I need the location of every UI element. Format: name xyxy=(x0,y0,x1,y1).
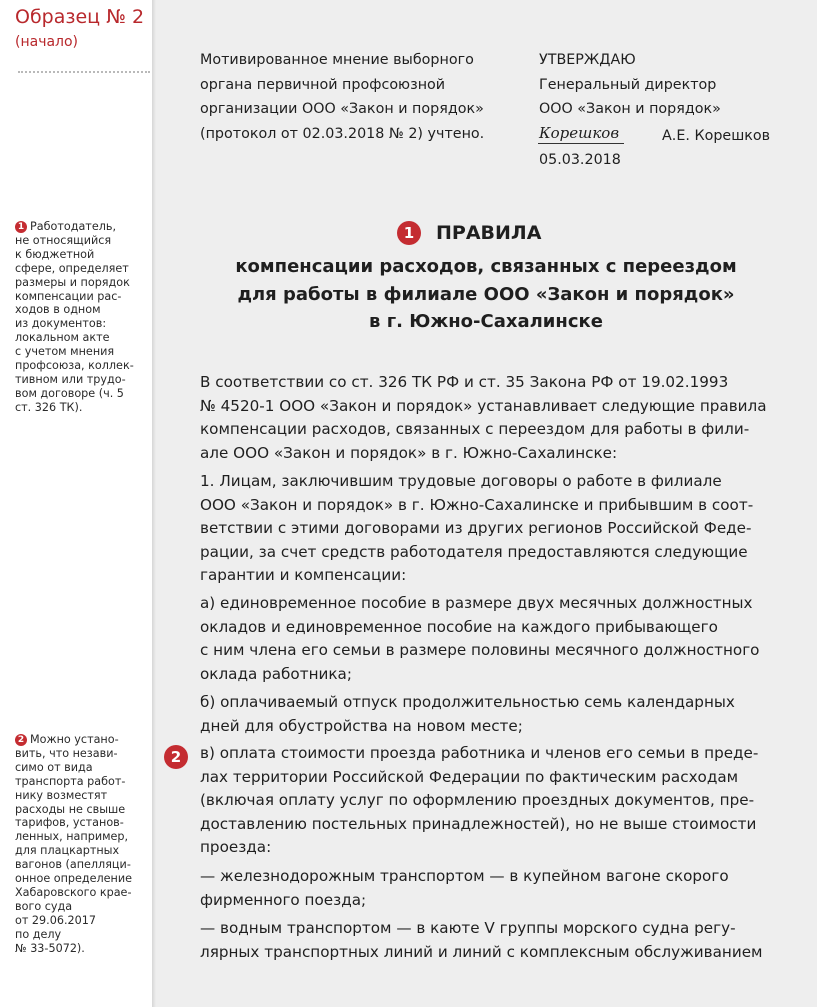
note-line: от 29.06.2017 xyxy=(15,913,96,927)
union-opinion-line: (протокол от 02.03.2018 № 2) учтено. xyxy=(200,125,485,142)
note-line: сфере, определяет xyxy=(15,261,129,275)
paragraph-line: фирменного поезда; xyxy=(200,890,367,909)
note-text: Можно устано- xyxy=(30,733,119,746)
note-line: ст. 326 ТК). xyxy=(15,400,83,414)
note-line: онное определение xyxy=(15,872,133,886)
note-line: вагонов (апелляци- xyxy=(15,858,131,872)
paragraph-line: лярных транспортных линий и линий с комплексным обслуживанием xyxy=(200,942,763,961)
union-opinion-line: органа первичной профсоюзной xyxy=(200,76,446,93)
paragraph-line: лах территории Российской Федерации по фактическим расходам xyxy=(200,767,739,786)
signer-name: А.Е. Корешков xyxy=(662,128,771,144)
title-heading: ПРАВИЛА xyxy=(436,222,542,244)
note-line: вить, что незави- xyxy=(15,746,118,760)
note-line: к бюджетной xyxy=(15,247,95,261)
title-number-badge: 1 xyxy=(397,221,421,245)
approval-date: 05.03.2018 xyxy=(539,152,621,168)
paragraph-line: рации, за счет средств работодателя предоставляются следующие xyxy=(200,542,748,561)
note-number-badge: 1 xyxy=(15,221,27,233)
paragraph-line: 1. Лицам, заключившим трудовые договоры о работе в филиале xyxy=(200,472,722,490)
page-edge-shadow xyxy=(152,0,156,1007)
signature: Корешков xyxy=(539,124,620,142)
note-line: компенсации рас- xyxy=(15,289,122,303)
paragraph-clause-b xyxy=(200,691,800,738)
note-line: размеры и порядок xyxy=(15,275,130,289)
paragraph-line: оклада работника; xyxy=(200,664,352,683)
note-line: ленных, например, xyxy=(15,830,129,844)
union-opinion-block xyxy=(200,48,484,146)
paragraph-line: — железнодорожным транспортом — в купейном вагоне скорого xyxy=(200,867,729,885)
paragraph-line: (включая оплату услуг по оформлению проездных документов, пре- xyxy=(200,791,755,809)
dotted-divider xyxy=(18,71,150,73)
paragraph-line: а) единовременное пособие в размере двух месячных должностных xyxy=(200,594,753,612)
title-line: компенсации расходов, связанных с переездом xyxy=(235,256,737,277)
note-line: симо от вида xyxy=(15,760,93,774)
paragraph-line: компенсации расходов, связанных с переездом для работы в фили- xyxy=(200,420,750,438)
paragraph-line: № 4520-1 ООО «Закон и порядок» устанавливает следующие правила xyxy=(200,396,767,415)
union-opinion-line: организации ООО «Закон и порядок» xyxy=(200,101,484,117)
title-line: в г. Южно-Сахалинске xyxy=(369,311,603,332)
sidebar-note-2 xyxy=(15,733,145,956)
clause-number-badge: 2 xyxy=(164,745,188,769)
note-text: Работодатель, xyxy=(30,220,116,233)
paragraph-line: б) оплачиваемый отпуск продолжительностью семь календарных xyxy=(200,693,735,711)
paragraph-clause-1 xyxy=(200,470,800,588)
paragraph-water-transport xyxy=(200,917,800,964)
sidebar xyxy=(0,0,152,1007)
paragraph-line: — водным транспортом — в каюте V группы морского судна регу- xyxy=(200,919,736,937)
paragraph-line: гарантии и компенсации: xyxy=(200,566,407,584)
note-line: локальном акте xyxy=(15,331,110,345)
paragraph-line: проезда: xyxy=(200,838,272,856)
paragraph-line: ООО «Закон и порядок» в г. Южно-Сахалинске и прибывшим в соот- xyxy=(200,495,754,514)
approval-line: Генеральный директор xyxy=(539,76,717,93)
paragraph-line: доставлению постельных принадлежностей), но не выше стоимости xyxy=(200,814,757,833)
note-line xyxy=(15,733,145,747)
note-line: ходов в одном xyxy=(15,303,101,317)
note-number-badge: 2 xyxy=(15,734,27,746)
note-line: вом договоре (ч. 5 xyxy=(15,386,124,400)
note-line xyxy=(15,220,145,234)
paragraph-clause-a xyxy=(200,592,800,686)
paragraph-line: с ним члена его семьи в размере половины месячного должностного xyxy=(200,641,760,659)
note-line: вого суда xyxy=(15,899,73,913)
paragraph-rail-transport xyxy=(200,865,800,912)
paragraph-line: ветствии с этими договорами из других регионов Российской Феде- xyxy=(200,519,752,537)
note-line: расходы не свыше xyxy=(15,802,126,816)
note-line: транспорта работ- xyxy=(15,774,126,788)
note-line: Хабаровского крае- xyxy=(15,885,132,899)
sample-title: Образец № 2 xyxy=(15,6,145,28)
note-line: нику возместят xyxy=(15,788,108,802)
note-line: № 33-5072). xyxy=(15,941,85,955)
note-line: из документов: xyxy=(15,317,107,331)
note-line: тивном или трудо- xyxy=(15,372,126,386)
sidebar-note-1 xyxy=(15,220,145,415)
union-opinion-line: Мотивированное мнение выборного xyxy=(200,52,474,68)
approval-line: УТВЕРЖДАЮ xyxy=(539,52,636,68)
approval-line: ООО «Закон и порядок» xyxy=(539,101,721,117)
note-line: не относящийся xyxy=(15,233,112,247)
approval-block xyxy=(539,48,721,122)
note-line: для плацкартных xyxy=(15,844,120,858)
note-line: профсоюза, коллек- xyxy=(15,359,134,373)
note-line: тарифов, установ- xyxy=(15,816,124,830)
paragraph-clause-c xyxy=(200,742,800,860)
paragraph-intro xyxy=(200,371,800,465)
paragraph-line: але ООО «Закон и порядок» в г. Южно-Сахалинске: xyxy=(200,443,618,462)
paragraph-line: в) оплата стоимости проезда работника и членов его семьи в преде- xyxy=(200,744,759,762)
title-line: для работы в филиале ООО «Закон и порядок» xyxy=(237,284,735,305)
signature-underline xyxy=(538,143,624,144)
paragraph-line: окладов и единовременное пособие на каждого прибывающего xyxy=(200,617,718,636)
note-line: с учетом мнения xyxy=(15,345,115,359)
paragraph-line: В соответствии со ст. 326 ТК РФ и ст. 35 Закона РФ от 19.02.1993 xyxy=(200,373,729,391)
sample-subtitle: (начало) xyxy=(15,34,79,50)
note-line: по делу xyxy=(15,927,62,941)
paragraph-line: дней для обустройства на новом месте; xyxy=(200,716,523,735)
